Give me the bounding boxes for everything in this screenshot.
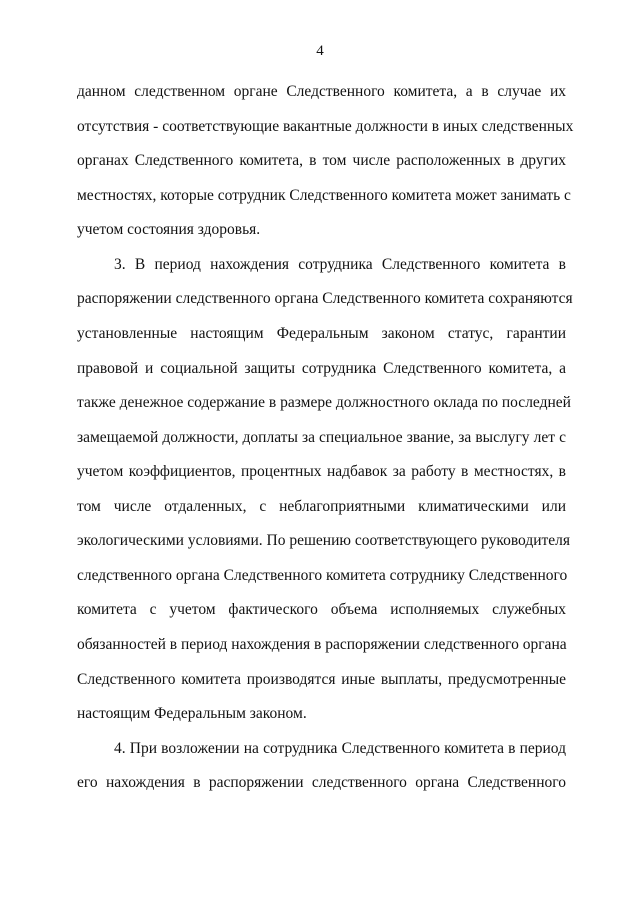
text-line: также денежное содержание в размере должностного оклада по последней: [77, 394, 571, 411]
text-line: установленные настоящим Федеральным законом статус, гарантии: [77, 325, 566, 342]
page-number: 4: [316, 43, 324, 59]
text-line: замещаемой должности, доплаты за специальное звание, за выслугу лет с: [77, 429, 566, 446]
text-line: отсутствия - соответствующие вакантные должности в иных следственных: [77, 118, 574, 135]
text-line: правовой и социальной защиты сотрудника Следственного комитета, а: [77, 360, 566, 377]
text-line: данном следственном органе Следственного комитета, а в случае их: [77, 83, 566, 100]
text-line: 4. При возложении на сотрудника Следственного комитета в период: [114, 740, 566, 757]
text-line: комитета с учетом фактического объема исполняемых служебных: [77, 601, 566, 618]
text-line: том числе отдаленных, с неблагоприятными климатическими или: [77, 498, 566, 515]
text-line: настоящим Федеральным законом.: [77, 705, 307, 722]
text-line: 3. В период нахождения сотрудника Следственного комитета в: [114, 256, 566, 273]
text-line: учетом состояния здоровья.: [77, 221, 261, 238]
text-line: следственного органа Следственного комитета сотруднику Следственного: [77, 567, 568, 584]
text-line: Следственного комитета производятся иные выплаты, предусмотренные: [77, 671, 566, 688]
text-line: экологическими условиями. По решению соответствующего руководителя: [77, 532, 571, 549]
text-line: его нахождения в распоряжении следственного органа Следственного: [77, 774, 566, 791]
text-line: учетом коэффициентов, процентных надбавок за работу в местностях, в: [77, 463, 566, 480]
text-line: распоряжении следственного органа Следственного комитета сохраняются: [77, 290, 573, 307]
text-line: органах Следственного комитета, в том числе расположенных в других: [77, 152, 566, 169]
text-line: местностях, которые сотрудник Следственного комитета может занимать с: [77, 187, 571, 204]
text-line: обязанностей в период нахождения в распоряжении следственного органа: [77, 636, 567, 653]
